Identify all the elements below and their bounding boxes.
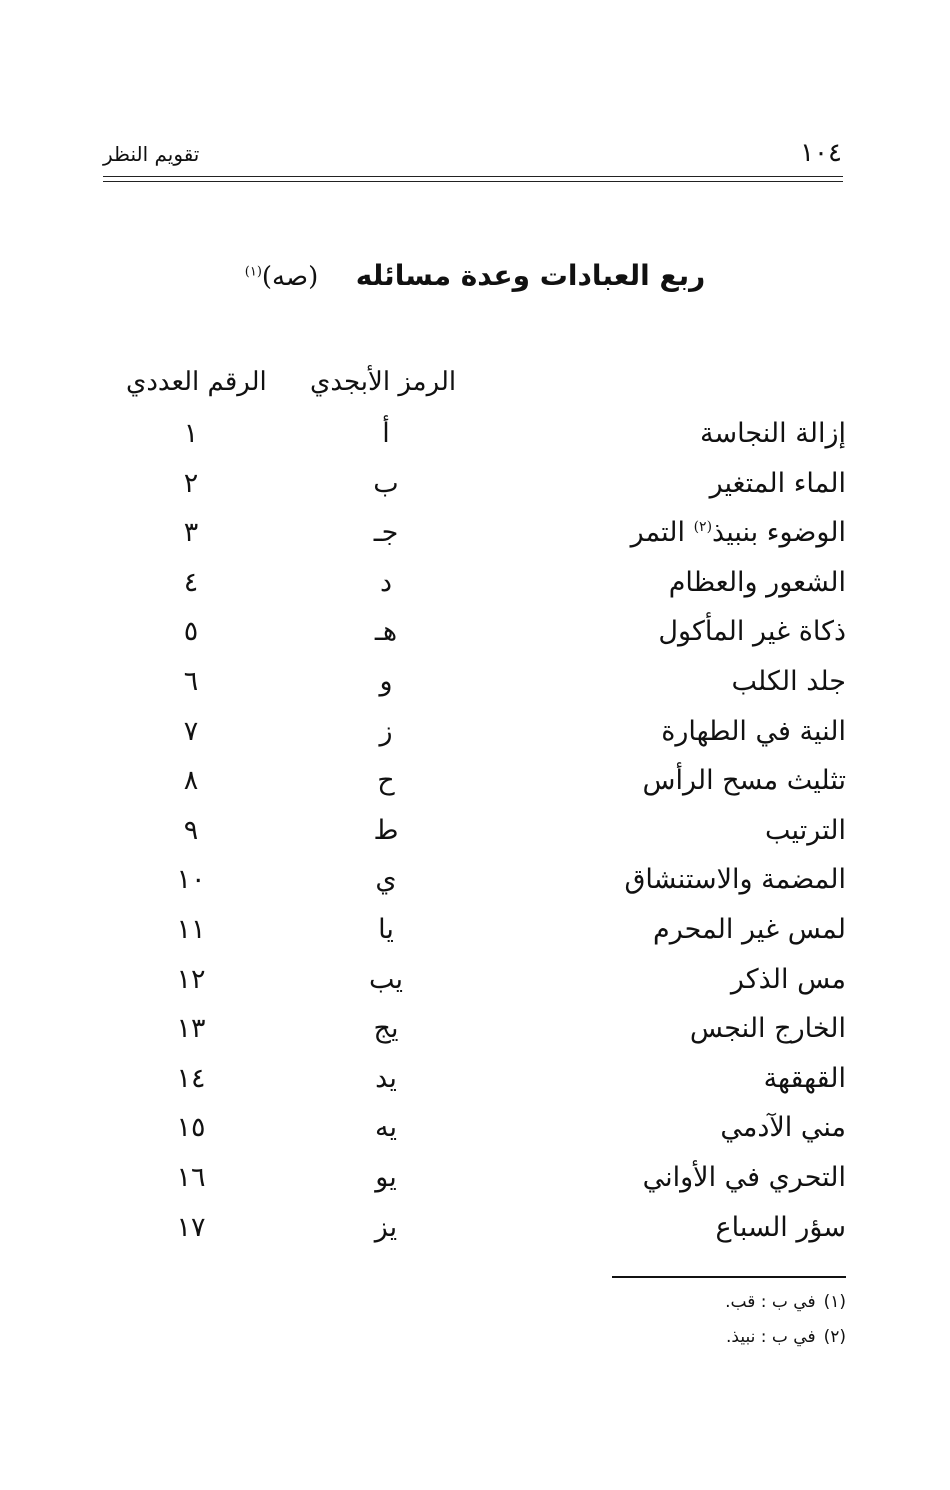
table-row bbox=[100, 809, 850, 859]
table-row bbox=[100, 561, 850, 611]
number-code: ١٦ bbox=[176, 1161, 206, 1193]
abjad-code: يا bbox=[378, 913, 394, 945]
column-header-abjad: الرمز الأبجدي bbox=[310, 367, 457, 397]
section-title: ربع العبادات وعدة مسائله bbox=[355, 259, 706, 292]
topic-text: الترتيب bbox=[765, 814, 846, 846]
table-row bbox=[100, 511, 850, 561]
column-header-number: الرقم العددي bbox=[126, 367, 267, 397]
topic-name bbox=[669, 567, 846, 598]
topic-name bbox=[643, 1162, 846, 1193]
topic-name bbox=[716, 1212, 847, 1243]
table-row bbox=[100, 759, 850, 809]
number-code: ٦ bbox=[183, 665, 199, 697]
running-title: تقويم النظر bbox=[103, 142, 200, 166]
topic-table bbox=[100, 412, 850, 1255]
topic-text: مس الذكر bbox=[730, 963, 846, 995]
number-code: ٢ bbox=[183, 467, 199, 499]
topic-text: الخارج النجس bbox=[689, 1013, 846, 1045]
footnote-mark: (٢) bbox=[823, 1327, 846, 1347]
number-code: ١٣ bbox=[176, 1013, 206, 1045]
abjad-code: يج bbox=[373, 1013, 399, 1045]
topic-text: تثليث مسح الرأس bbox=[642, 765, 846, 797]
footnote-rule bbox=[612, 1276, 846, 1278]
table-row bbox=[100, 1206, 850, 1256]
topic-text: سؤر السباع bbox=[715, 1211, 846, 1243]
topic-text: النية في الطهارة bbox=[661, 715, 846, 747]
number-code: ١٠ bbox=[176, 864, 206, 896]
footnote-mark: (١) bbox=[823, 1292, 846, 1312]
abjad-code: يه bbox=[375, 1112, 397, 1144]
topic-name bbox=[700, 418, 846, 449]
topic-name bbox=[690, 1013, 846, 1044]
number-code: ١٥ bbox=[176, 1112, 206, 1144]
abjad-code: ب bbox=[373, 467, 399, 499]
topic-text: ذكاة غير المأكول bbox=[658, 616, 846, 648]
number-code: ٧ bbox=[183, 715, 199, 747]
table-row bbox=[100, 412, 850, 462]
number-code: ١٤ bbox=[176, 1062, 206, 1094]
table-row bbox=[100, 610, 850, 660]
topic-name bbox=[732, 666, 846, 697]
topic-text-tail: التمر bbox=[630, 517, 694, 549]
table-row bbox=[100, 660, 850, 710]
section-code-text: (صه) bbox=[261, 262, 319, 292]
topic-text: التحري في الأواني bbox=[642, 1161, 846, 1193]
topic-name bbox=[765, 815, 846, 846]
abjad-code: يز bbox=[374, 1211, 398, 1243]
topic-note-mark: (٢) bbox=[693, 519, 713, 536]
topic-text: الماء المتغير bbox=[709, 467, 846, 499]
topic-text: مني الآدمي bbox=[720, 1112, 846, 1144]
header-rule-thick bbox=[103, 176, 843, 177]
number-code: ٩ bbox=[183, 814, 199, 846]
section-heading bbox=[0, 258, 950, 293]
table-row bbox=[100, 1156, 850, 1206]
table-row bbox=[100, 908, 850, 958]
number-code: ١٢ bbox=[176, 963, 206, 995]
topic-text: الشعور والعظام bbox=[668, 566, 846, 598]
topic-text: القهقهة bbox=[763, 1062, 846, 1094]
number-code: ٤ bbox=[183, 566, 199, 598]
table-row bbox=[100, 1007, 850, 1057]
section-note-mark: (١) bbox=[244, 264, 262, 280]
footnote-text: في ب : قب. bbox=[725, 1292, 816, 1312]
table-row bbox=[100, 462, 850, 512]
number-code: ٥ bbox=[183, 616, 199, 648]
topic-text: الوضوء بنبيذ bbox=[712, 517, 846, 549]
topic-name bbox=[643, 765, 847, 796]
page-number: ١٠٤ bbox=[800, 138, 842, 168]
abjad-code: يد bbox=[375, 1062, 397, 1094]
footnote-1 bbox=[725, 1292, 846, 1312]
abjad-code: ط bbox=[373, 814, 399, 846]
abjad-code: د bbox=[379, 566, 393, 598]
number-code: ١٧ bbox=[176, 1211, 206, 1243]
topic-name bbox=[631, 517, 846, 548]
topic-name bbox=[764, 1063, 846, 1094]
footnote-text: في ب : نبيذ. bbox=[726, 1327, 816, 1347]
abjad-code: أ bbox=[382, 418, 390, 449]
table-row bbox=[100, 710, 850, 760]
topic-name bbox=[731, 964, 846, 995]
topic-name bbox=[653, 914, 846, 945]
footnote-2 bbox=[726, 1327, 846, 1347]
table-row bbox=[100, 1057, 850, 1107]
table-row bbox=[100, 1106, 850, 1156]
topic-name bbox=[658, 616, 846, 647]
abjad-code: يو bbox=[375, 1161, 397, 1193]
header-rule-thin bbox=[103, 181, 843, 182]
abjad-code: و bbox=[379, 665, 393, 697]
number-code: ١١ bbox=[176, 913, 206, 945]
section-code bbox=[245, 262, 318, 292]
abjad-code: يب bbox=[368, 963, 404, 995]
topic-text: إزالة النجاسة bbox=[700, 418, 846, 449]
abjad-code: هـ bbox=[374, 616, 398, 648]
topic-name bbox=[661, 716, 846, 747]
table-row bbox=[100, 858, 850, 908]
abjad-code: جـ bbox=[373, 517, 399, 549]
number-code: ٣ bbox=[183, 517, 199, 549]
number-code: ٨ bbox=[183, 765, 199, 797]
topic-text: المضمة والاستنشاق bbox=[624, 864, 846, 896]
topic-name bbox=[624, 864, 846, 895]
abjad-code: ي bbox=[375, 864, 397, 896]
abjad-code: ز bbox=[379, 715, 393, 747]
topic-text: جلد الكلب bbox=[731, 665, 846, 697]
topic-name bbox=[710, 468, 846, 499]
number-code: ١ bbox=[183, 418, 199, 449]
table-row bbox=[100, 958, 850, 1008]
topic-text: لمس غير المحرم bbox=[653, 913, 846, 945]
topic-name bbox=[720, 1112, 846, 1143]
abjad-code: ح bbox=[377, 765, 395, 797]
